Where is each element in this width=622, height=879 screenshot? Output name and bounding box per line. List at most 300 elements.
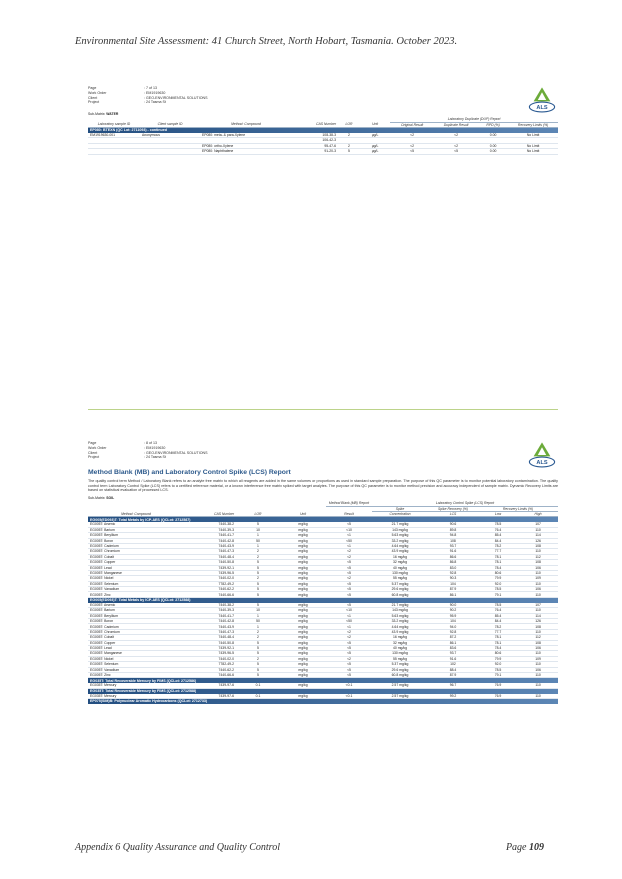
section-title: EG005(ED093)T: Total Metals by ICP-AES (QCLot: 2712588) (88, 597, 558, 603)
report-description: The quality control term Method / Laboratory Blank refers to an analyte free matrix to which all reagents are added in the same volumes or proportions as used in standard sample preparation. The purpose of this QC parameter is to monitor potential laboratory contamination. The quality control term Laboratory Control Spike (LCS) refers to a certified reference material, or a known interference free matrix spiked with target analytes. The purpose of this QC parameter is to monitor method precision and accuracy independent of sample matrix. Dynamic Recovery Limits are based on statistical evaluation of processed LCS. (88, 479, 558, 493)
table-cell: EG035T: Mercury (88, 694, 184, 699)
section-title: EG035T: Total Recoverable Mercury by FIMS (QCLot: 2712588) (88, 688, 558, 694)
table-cell: 83.0 (428, 565, 478, 570)
table-cell: 106 (518, 646, 558, 651)
info-row: Project : 24 Tasma St (88, 455, 166, 460)
table-cell: 110 (518, 549, 558, 554)
table-cell: 33.2 mg/kg (372, 538, 428, 543)
table-cell: 16 mg/kg (372, 554, 428, 559)
table-cell: EG005T: Boron (88, 619, 184, 624)
table-cell: 7440-39-3 (184, 608, 236, 613)
table-cell: 90.0 (428, 603, 478, 608)
table-cell: <5 (326, 522, 372, 527)
table-cell: 2 (236, 635, 280, 640)
table-cell: 91.6 (428, 656, 478, 661)
table-cell: 92.0 (478, 662, 518, 667)
table-cell: EG005T: Copper (88, 640, 184, 645)
table-cell: 126 (518, 619, 558, 624)
table-cell: 93.7 (428, 651, 478, 656)
table-cell: 55 mg/kg (372, 576, 428, 581)
table-cell: 80.6 (478, 651, 518, 656)
svg-text:ALS: ALS (536, 460, 548, 467)
table-cell: 110 (518, 662, 558, 667)
table-cell: 76.4 (478, 527, 518, 532)
table-cell: 2 (236, 629, 280, 634)
info-row: Page : 7 of 13 (88, 86, 157, 90)
info-row: Client : GEO-ENVIRONMENTAL SOLUTIONS (88, 450, 208, 455)
sub-matrix-1: Sub-Matrix: WATER (88, 112, 119, 116)
table-cell: <0.1 (326, 694, 372, 699)
table-cell: <2 (326, 635, 372, 640)
info-row: Project : 24 Tasma St (88, 100, 166, 105)
table-cell: 4.64 mg/kg (372, 624, 428, 629)
table-cell: <5 (326, 667, 372, 672)
table-cell: 7439-96-5 (184, 651, 236, 656)
table-cell: 5 (236, 672, 280, 677)
table-cell: 87.2 (428, 635, 478, 640)
table-cell: EG005T: Zinc (88, 592, 184, 597)
table-cell: mg/kg (280, 587, 326, 592)
table-cell: mg/kg (280, 651, 326, 656)
table-cell: 86.1 (428, 640, 478, 645)
table-cell: 90.3 (428, 576, 478, 581)
table-cell: 112 (518, 554, 558, 559)
table-cell: EG005T: Barium (88, 608, 184, 613)
table-cell: 7440-02-0 (184, 576, 236, 581)
table-cell: 83.6 (428, 646, 478, 651)
table-cell: 7440-43-9 (184, 624, 236, 629)
table-cell: mg/kg (280, 656, 326, 661)
table-cell: 60.8 mg/kg (372, 592, 428, 597)
table-cell: EG005T: Manganese (88, 570, 184, 575)
table-cell: EG005T: Lead (88, 565, 184, 570)
table-cell: mg/kg (280, 554, 326, 559)
table-group-header: Laboratory Duplicate (DUP) Report (88, 117, 558, 122)
table-cell: 143 mg/kg (372, 527, 428, 532)
table-cell: <2 (326, 629, 372, 634)
table-cell: 92.8 (428, 629, 478, 634)
table-cell: <5 (390, 149, 434, 154)
table-cell: 109 (518, 656, 558, 661)
table-cell: <2 (326, 576, 372, 581)
table-cell: 1 (236, 543, 280, 548)
table-cell: 7439-92-1 (184, 565, 236, 570)
table-cell: EG005T: Vanadium (88, 587, 184, 592)
table-cell: 5 (236, 662, 280, 667)
table-cell: 7440-48-4 (184, 554, 236, 559)
table-cell: 7440-62-2 (184, 587, 236, 592)
table-cell: 5 (236, 565, 280, 570)
table-cell: 109 (518, 576, 558, 581)
table-cell: 78.5 (478, 522, 518, 527)
table-cell: <2 (326, 549, 372, 554)
table-cell: 95.9 (428, 613, 478, 618)
table-cell: 96.7 (428, 683, 478, 688)
table-cell: 55 mg/kg (372, 656, 428, 661)
table-cell: mg/kg (280, 592, 326, 597)
table-cell: mg/kg (280, 667, 326, 672)
table-cell: 78.1 (478, 640, 518, 645)
table-cell: mg/kg (280, 522, 326, 527)
table-cell: EG005T: Nickel (88, 576, 184, 581)
table-cell: <1 (326, 624, 372, 629)
table-cell: 110 (518, 651, 558, 656)
table-cell: 110 (518, 608, 558, 613)
table-cell: 33.2 mg/kg (372, 619, 428, 624)
table-cell: 104 (428, 619, 478, 624)
table-cell: <5 (326, 603, 372, 608)
table-cell: EG005T: Selenium (88, 581, 184, 586)
table-cell: EG005T: Lead (88, 646, 184, 651)
table-cell: 50 (236, 538, 280, 543)
table-cell: 1 (236, 613, 280, 618)
table-cell: 84.4 (478, 538, 518, 543)
table-cell: 86.1 (428, 592, 478, 597)
table-cell: mg/kg (280, 549, 326, 554)
table-cell: 108 (518, 560, 558, 565)
table-cell: 5 (236, 667, 280, 672)
table-cell: EG005T: Cobalt (88, 635, 184, 640)
table-cell: 126 (518, 538, 558, 543)
duplicate-table (88, 117, 558, 154)
table-cell: 2 (338, 143, 360, 148)
table-cell: 87.9 (428, 587, 478, 592)
table-cell: EP080: ortho-Xylene (200, 143, 292, 148)
table-cell: EG005T: Cobalt (88, 554, 184, 559)
table-cell: mg/kg (280, 576, 326, 581)
table-cell: mg/kg (280, 672, 326, 677)
table-cell: EG005T: Barium (88, 527, 184, 532)
table-cell: 104 (428, 581, 478, 586)
table-cell: EG005T: Copper (88, 560, 184, 565)
table-cell: 80.6 (478, 570, 518, 575)
table-cell: 5 (236, 603, 280, 608)
table-cell: 2 (338, 133, 360, 138)
table-cell: <2 (434, 143, 478, 148)
table-cell: 7440-42-8 (184, 619, 236, 624)
table-cell: <5 (326, 651, 372, 656)
table-cell: 2 (236, 549, 280, 554)
table-cell: EP080: Naphthalene (200, 149, 292, 154)
table-cell: 78.5 (478, 667, 518, 672)
table-cell: 110 (518, 581, 558, 586)
info-row: Work Order : EM1919630 (88, 445, 166, 450)
report-info-1 (88, 86, 558, 110)
table-cell: 43.9 mg/kg (372, 549, 428, 554)
table-cell: EG005T: Vanadium (88, 667, 184, 672)
table-cell: <2 (390, 143, 434, 148)
table-cell: 108 (428, 538, 478, 543)
table-cell: <2 (326, 554, 372, 559)
table-cell: 110 (518, 592, 558, 597)
table-cell: EG005T: Cadmium (88, 543, 184, 548)
table-cell: 78.5 (478, 603, 518, 608)
table-cell: 114 (518, 533, 558, 538)
table-cell: 5 (236, 581, 280, 586)
table-cell: 112 (518, 635, 558, 640)
table-cell: mg/kg (280, 646, 326, 651)
table-cell: mg/kg (280, 565, 326, 570)
table-cell: 40 mg/kg (372, 565, 428, 570)
table-cell: 7440-38-2 (184, 522, 236, 527)
als-logo-icon (528, 86, 556, 114)
table-cell: <50 (326, 619, 372, 624)
table-cell: <2 (326, 656, 372, 661)
table-cell: 90.2 (428, 608, 478, 613)
table-cell: 7440-38-2 (184, 603, 236, 608)
table-cell: 89.8 (428, 527, 478, 532)
table-cell: 0.1 (236, 683, 280, 688)
table-cell: 108 (518, 624, 558, 629)
table-cell: No Limit (508, 149, 558, 154)
table-cell: 84.4 (478, 619, 518, 624)
svg-text:ALS: ALS (536, 105, 548, 112)
als-logo-icon (528, 441, 556, 469)
table-cell: 91-20-3 (292, 149, 338, 154)
table-cell: 77.7 (478, 549, 518, 554)
report-title: Method Blank (MB) and Laboratory Control Spike (LCS) Report (88, 469, 291, 476)
table-cell: 10 (236, 608, 280, 613)
table-cell: <1 (326, 543, 372, 548)
table-cell: mg/kg (280, 629, 326, 634)
table-cell: mg/kg (280, 662, 326, 667)
table-cell: 110 (518, 694, 558, 699)
table-cell: <5 (326, 646, 372, 651)
table-cell: EG005T: Chromium (88, 629, 184, 634)
report-info-2 (88, 441, 558, 465)
info-row: Work Order : EM1919630 (88, 90, 166, 95)
table-cell: 29.6 mg/kg (372, 667, 428, 672)
sub-matrix-2: Sub-Matrix: SOIL (88, 495, 115, 500)
table-cell: mg/kg (280, 635, 326, 640)
table-cell: 2.57 mg/kg (372, 683, 428, 688)
table-cell: 110 (518, 683, 558, 688)
table-cell: 1 (236, 533, 280, 538)
table-cell: mg/kg (280, 608, 326, 613)
table-cell: No Limit (508, 133, 558, 138)
table-cell: mg/kg (280, 543, 326, 548)
table-cell: <5 (326, 587, 372, 592)
table-cell: 110 (518, 672, 558, 677)
table-group-header: Method Blank (MB) Report Laboratory Control Spike (LCS) Report (88, 501, 558, 506)
table-cell: 7440-41-7 (184, 613, 236, 618)
table-cell: 110 (518, 629, 558, 634)
table-cell: <5 (326, 565, 372, 570)
table-cell: 7440-39-3 (184, 527, 236, 532)
report-page-1 (88, 86, 558, 155)
table-cell: 106-42-3 (292, 138, 338, 143)
table-cell: 5 (338, 149, 360, 154)
table-cell: 7782-49-2 (184, 662, 236, 667)
table-cell (140, 149, 200, 154)
table-cell: 5 (236, 640, 280, 645)
table-row (88, 149, 558, 154)
table-cell: 78.1 (478, 560, 518, 565)
table-cell: 107 (518, 603, 558, 608)
table-cell: <5 (434, 149, 478, 154)
table-cell: EG005T: Boron (88, 538, 184, 543)
table-cell: 78.4 (478, 646, 518, 651)
table-cell: <5 (326, 592, 372, 597)
table-cell: 78.2 (478, 543, 518, 548)
document-header: Environmental Site Assessment: 41 Church Street, North Hobart, Tasmania. October 2023. (75, 36, 458, 47)
table-cell: EP080: meta- & para-Xylene (200, 133, 292, 138)
table-cell: 5 (236, 592, 280, 597)
table-cell: 5.37 mg/kg (372, 662, 428, 667)
info-row: Page : 8 of 13 (88, 441, 157, 445)
table-cell: 86.6 (428, 554, 478, 559)
table-cell: 78.5 (478, 587, 518, 592)
table-cell: EG005T: Cadmium (88, 624, 184, 629)
table-cell: µg/L (360, 133, 390, 138)
table-header-row: Laboratory sample ID Client sample ID Method: Compound CAS Number LOR Unit Original Result Duplicate Result RPD (%) Recovery Limits (%) (88, 122, 558, 127)
table-cell: mg/kg (280, 527, 326, 532)
table-cell: 114 (518, 613, 558, 618)
table-cell: 10 (236, 527, 280, 532)
table-cell: 78.4 (478, 565, 518, 570)
table-cell: EG005T: Nickel (88, 656, 184, 661)
table-cell: 7440-66-6 (184, 592, 236, 597)
table-cell: 107 (518, 522, 558, 527)
table-cell: 7440-43-9 (184, 543, 236, 548)
table-cell: 0.00 (478, 143, 508, 148)
table-cell: EG005T: Zinc (88, 672, 184, 677)
table-cell: 87.9 (428, 672, 478, 677)
section-title: EP075(SIM)B: Polynuclear Aromatic Hydrocarbons (QCLot: 2712733) (88, 699, 558, 705)
table-cell: 0.00 (478, 149, 508, 154)
table-cell: <10 (326, 527, 372, 532)
table-cell: Anonymous (140, 133, 200, 138)
table-cell: 7439-92-1 (184, 646, 236, 651)
table-cell: 5 (236, 522, 280, 527)
table-cell: EG005T: Arsenic (88, 522, 184, 527)
table-cell: <5 (326, 662, 372, 667)
table-cell: <1 (326, 613, 372, 618)
table-cell: 4.64 mg/kg (372, 543, 428, 548)
table-cell: 106 (518, 667, 558, 672)
table-cell: 130 mg/kg (372, 570, 428, 575)
table-cell: 60.8 mg/kg (372, 672, 428, 677)
table-section-row (88, 699, 558, 705)
table-cell: <0.1 (326, 683, 372, 688)
table-cell: 7439-97-6 (184, 694, 236, 699)
table-cell: 7440-66-6 (184, 672, 236, 677)
table-cell: 5.63 mg/kg (372, 533, 428, 538)
table-cell: mg/kg (280, 538, 326, 543)
table-cell: 43.9 mg/kg (372, 629, 428, 634)
table-cell: 99.2 (428, 694, 478, 699)
table-cell: 91.6 (428, 549, 478, 554)
table-cell: 76.4 (478, 608, 518, 613)
table-cell: 77.7 (478, 629, 518, 634)
table-cell: 143 mg/kg (372, 608, 428, 613)
table-cell: 7440-47-3 (184, 629, 236, 634)
table-cell: mg/kg (280, 560, 326, 565)
table-cell: 50 (236, 619, 280, 624)
table-cell: 90.6 (428, 522, 478, 527)
table-cell: 79.9 (478, 576, 518, 581)
table-cell: 7440-42-8 (184, 538, 236, 543)
table-cell: <50 (326, 538, 372, 543)
table-cell: 7440-02-0 (184, 656, 236, 661)
table-cell: 32 mg/kg (372, 640, 428, 645)
table-cell: 76.9 (478, 694, 518, 699)
table-cell: 5 (236, 570, 280, 575)
section-title: EG005(ED093)T: Total Metals by ICP-AES (QCLot: 2712587) (88, 517, 558, 523)
table-cell: 110 (518, 570, 558, 575)
table-cell: 5 (236, 651, 280, 656)
mb-lcs-table (88, 501, 558, 704)
table-cell: <2 (390, 133, 434, 138)
table-cell: EG005T: Selenium (88, 662, 184, 667)
table-cell: 94.8 (428, 533, 478, 538)
table-cell: 106 (518, 587, 558, 592)
table-cell: 76.9 (478, 683, 518, 688)
table-cell: 2 (236, 656, 280, 661)
table-cell: 85.4 (478, 613, 518, 618)
table-cell: 32 mg/kg (372, 560, 428, 565)
table-cell: 7440-41-7 (184, 533, 236, 538)
table-cell: 7439-96-5 (184, 570, 236, 575)
table-cell: 5.37 mg/kg (372, 581, 428, 586)
table-cell: 29.6 mg/kg (372, 587, 428, 592)
table-cell: 16 mg/kg (372, 635, 428, 640)
table-cell: EG005T: Beryllium (88, 533, 184, 538)
table-cell: 86.8 (428, 560, 478, 565)
table-cell: 108 (518, 543, 558, 548)
table-cell (88, 149, 140, 154)
table-cell: <1 (326, 533, 372, 538)
table-cell: <5 (326, 640, 372, 645)
table-cell: 1 (236, 624, 280, 629)
table-cell: 7440-50-8 (184, 560, 236, 565)
table-cell: 2 (236, 554, 280, 559)
table-cell: 40 mg/kg (372, 646, 428, 651)
table-cell: 0.00 (478, 133, 508, 138)
table-cell: 7440-47-3 (184, 549, 236, 554)
table-cell: EG005T: Chromium (88, 549, 184, 554)
table-cell: 21.7 mg/kg (372, 522, 428, 527)
page-divider (88, 409, 558, 410)
table-cell: mg/kg (280, 533, 326, 538)
table-cell: 79.9 (478, 656, 518, 661)
table-cell: mg/kg (280, 683, 326, 688)
table-cell: No Limit (508, 143, 558, 148)
table-cell: 5 (236, 560, 280, 565)
table-header-row: Method: Compound CAS Number LOR Unit Result Concentration LCS Low High (88, 512, 558, 517)
table-cell: 78.2 (478, 624, 518, 629)
table-cell: 7440-62-2 (184, 667, 236, 672)
table-cell: 21.7 mg/kg (372, 603, 428, 608)
table-cell: <5 (326, 581, 372, 586)
table-cell: mg/kg (280, 581, 326, 586)
table-cell: EG035T: Mercury (88, 683, 184, 688)
table-cell: 7439-97-6 (184, 683, 236, 688)
info-row: Client : GEO-ENVIRONMENTAL SOLUTIONS (88, 95, 208, 100)
table-cell: 79.1 (478, 672, 518, 677)
table-cell: mg/kg (280, 570, 326, 575)
section-title: EG035T: Total Recoverable Mercury by FIMS (QCLot: 2712586) (88, 678, 558, 684)
table-cell: 5 (236, 646, 280, 651)
table-cell: 94.0 (428, 624, 478, 629)
table-cell: 2 (236, 576, 280, 581)
table-cell: 2.57 mg/kg (372, 694, 428, 699)
table-cell: 7440-48-4 (184, 635, 236, 640)
table-cell: µg/L (360, 143, 390, 148)
table-cell: 5.63 mg/kg (372, 613, 428, 618)
table-cell: mg/kg (280, 694, 326, 699)
table-cell: <5 (326, 672, 372, 677)
